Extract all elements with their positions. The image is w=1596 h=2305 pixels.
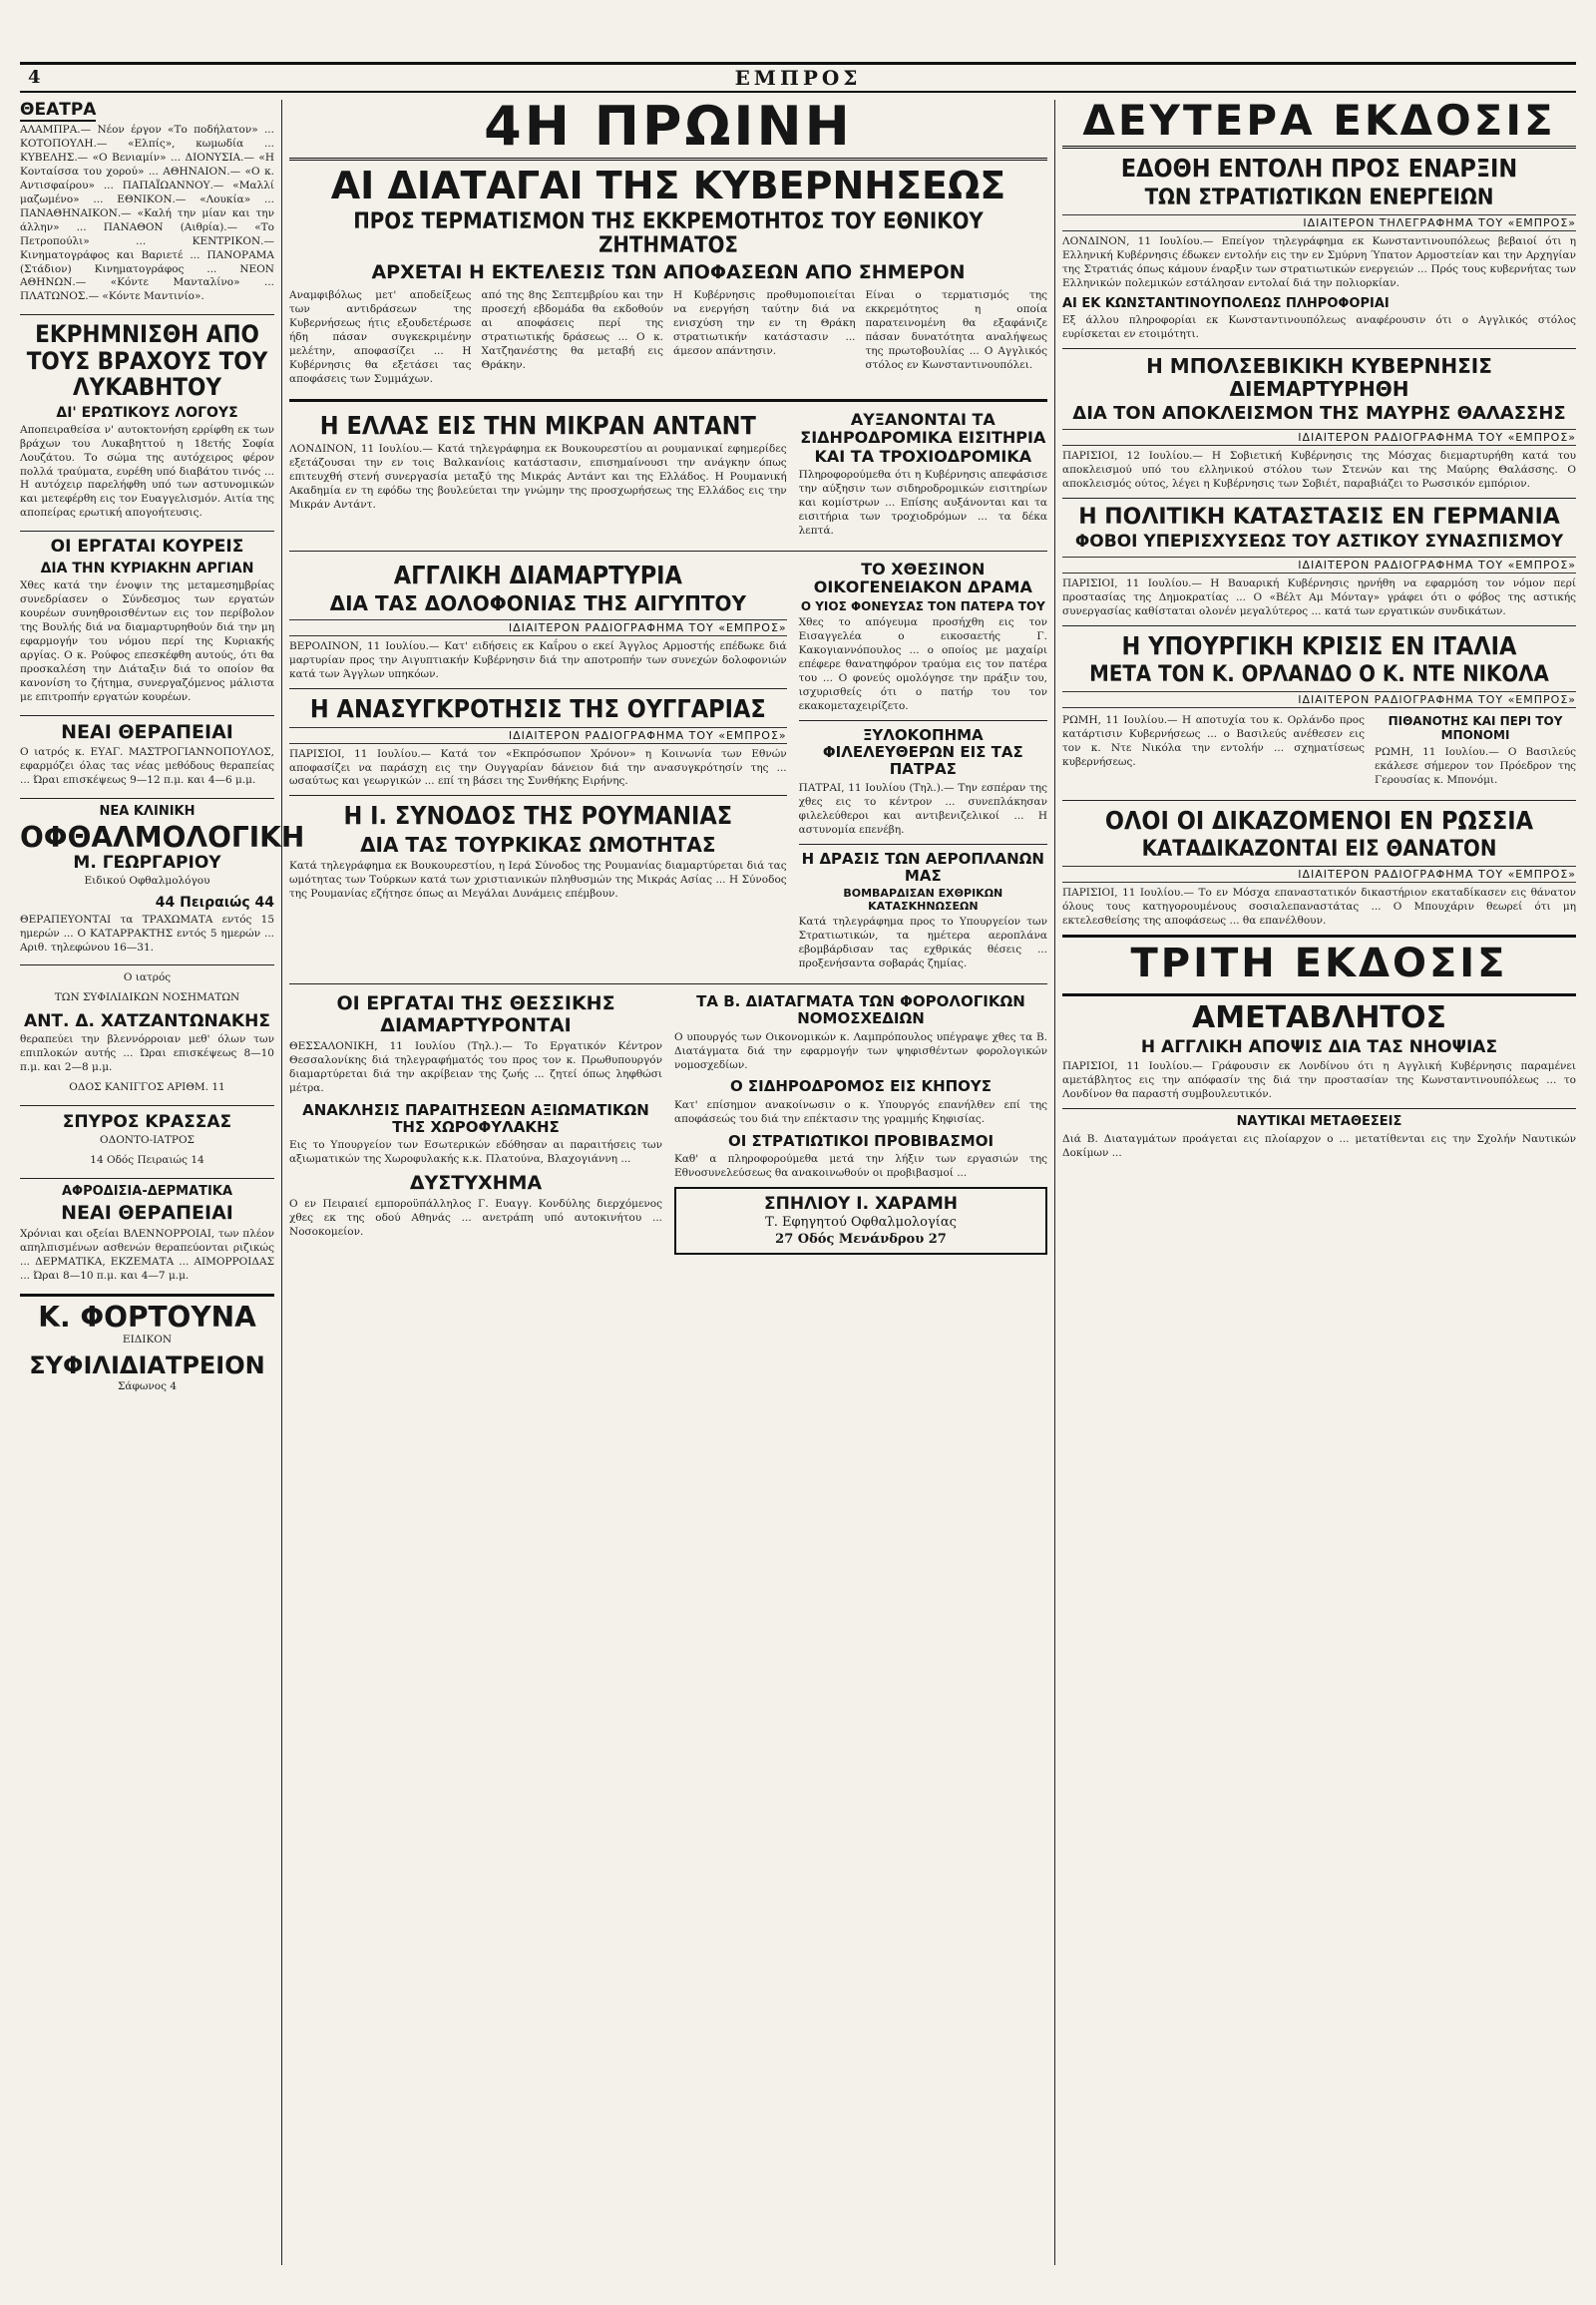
ad-body: Ο ιατρός κ. ΕΥΑΓ. ΜΑΣΤΡΟΓΙΑΝΝΟΠΟΥΛΟΣ, εφαρμόζει όλας τας νέας μεθόδους θεραπείας ... Ώραι επισκέψεως 9—12 π.μ. και 4—6 μ.μ. (20, 746, 274, 787)
divider (20, 715, 274, 716)
article-body: ΠΑΡΙΣΙΟΙ, 11 Ιουλίου.— Η Βαυαρική Κυβέρνησις ηρνήθη να εφαρμόση τον νόμον περί προστασίας της Δημοκρατίας ... Ο «Βέλτ Αμ Μόνταγ» γράφει ότι ο φόβος της αστικής συνεργασίας καθίσταται ολονέν μεγαλύτερος ... κατά των εργατικών συνδικάτων. (1062, 576, 1576, 617)
ad-role: Ειδικού Οφθαλμολόγου (84, 874, 210, 887)
article-title: Η ΥΠΟΥΡΓΙΚΗ ΚΡΙΣΙΣ ΕΝ ΙΤΑΛΙΑ (1121, 630, 1517, 660)
column-rule (1054, 100, 1055, 2265)
fortouna-ad (20, 1300, 274, 1394)
article-title: ΑΙ ΕΚ ΚΩΝΣΤΑΝΤΙΝΟΥΠΟΛΕΩΣ ΠΛΗΡΟΦΟΡΙΑΙ (1062, 295, 1390, 311)
ad-label: Ο ιατρός (123, 971, 172, 984)
article-subtitle: ΔΙΑ ΤΑΣ ΔΟΛΟΦΟΝΙΑΣ ΤΗΣ ΑΙΓΥΠΤΟΥ (329, 591, 747, 616)
article-title: ΑΓΓΛΙΚΗ ΔΙΑΜΑΡΤΥΡΙΑ (393, 560, 682, 589)
ad-label: ΝΕΑ ΚΛΙΝΙΚΗ (99, 804, 196, 820)
article-byline: ΙΔΙΑΙΤΕΡΟΝ ΡΑΔΙΟΓΡΑΦΗΜΑ ΤΟΥ «ΕΜΠΡΟΣ» (1062, 429, 1576, 446)
clinic-ad (20, 804, 305, 955)
article-title: Η ΑΝΑΣΥΓΚΡΟΤΗΣΙΣ ΤΗΣ ΟΥΓΓΑΡΙΑΣ (309, 694, 766, 724)
divider (799, 844, 1047, 845)
venereal-ad (20, 1185, 274, 1284)
article-title: ΟΛΟΙ ΟΙ ΔΙΚΑΖΟΜΕΝΟΙ ΕΝ ΡΩΣΣΙΑ (1104, 805, 1534, 835)
lead-deck: ΑΡΧΕΤΑΙ Η ΕΚΤΕΛΕΣΙΣ ΤΩΝ ΑΠΟΦΑΣΕΩΝ ΑΠΟ ΣΗΜΕΡΟΝ (371, 261, 966, 284)
column-rule (281, 100, 282, 2265)
divider (1062, 993, 1576, 996)
ad-specialty: ΤΩΝ ΣΥΦΙΛΙΔΙΚΩΝ ΝΟΣΗΜΑΤΩΝ (54, 991, 240, 1004)
lead-article (289, 287, 1047, 393)
article-body: Καθ' α πληροφορούμεθα μετά την λήξιν των εργασιών της Εθνοσυνελεύσεως θα ανακοινωθούν οι προβιβασμοί ... (674, 1152, 1047, 1179)
article-body: Κατά τηλεγράφημα εκ Βουκουρεστίου, η Ιερά Σύνοδος της Ρουμανίας διαμαρτύρεται διά τας ωμότητας των Τούρκων κατά των χριστιανικών πληθυσμών της Μικράς Ασίας ... Η Σύνοδος της Ρουμανίας εζήτησε όπως αι Μεγάλαι Δυνάμεις επέμβουν. (289, 859, 787, 900)
italy-layout (1062, 712, 1576, 793)
divider (1062, 498, 1576, 499)
article-byline: ΙΔΙΑΙΤΕΡΟΝ ΡΑΔΙΟΓΡΑΦΗΜΑ ΤΟΥ «ΕΜΠΡΟΣ» (289, 727, 787, 744)
lead-body-2: από της 8ης Σεπτεμβρίου και την προσεχή εβδομάδα θα εκδοθούν αι αποφάσεις περί της στρατιωτικής δράσεως ... Ο κ. Χατζηανέστης θα μεταβή εις Θράκην. (481, 289, 663, 371)
article-body: ΛΟΝΔΙΝΟΝ, 11 Ιουλίου.— Κατά τηλεγράφημα εκ Βουκουρεστίου αι ρουμανικαί εφημερίδες εξετάζουσαι την εν τοις Βαλκανίοις κατάστασιν, επισημαίνουσι την ανάγκην όπως επιτευχθή στενή συνεργασία μεταξύ της Μικράς Αντάντ και της Ελλάδος. Η Ρουμανική Ακαδημία εν τη εφόδω της βουλεύεται την γνώμην της προσχωρήσεως της Ελλάδος εις την Μικράν Αντάντ. (289, 443, 787, 512)
article-byline: ΙΔΙΑΙΤΕΡΟΝ ΤΗΛΕΓΡΑΦΗΜΑ ΤΟΥ «ΕΜΠΡΟΣ» (1062, 214, 1576, 231)
article-subtitle: ΒΟΜΒΑΡΔΙΣΑΝ ΕΧΘΡΙΚΩΝ ΚΑΤΑΣΚΗΝΩΣΕΩΝ (843, 887, 1003, 913)
article-body: ΒΕΡΟΛΙΝΟΝ, 11 Ιουλίου.— Κατ' ειδήσεις εκ Καΐρου ο εκεί Άγγλος Αρμοστής επέδωκε διά μαρτυρίαν προς την Αιγυπτιακήν Κυβέρνησιν διά την αποτροπήν των συνεχών δολοφονιών κατά των Άγγλων υπηκόων. (289, 640, 787, 681)
article-title: ΟΙ ΕΡΓΑΤΑΙ ΚΟΥΡΕΙΣ (50, 537, 244, 558)
article-title: ΔΥΣΤΥΧΗΜΑ (409, 1172, 543, 1195)
article-title: ΑΥΞΑΝΟΝΤΑΙ ΤΑ ΣΙΔΗΡΟΔΡΟΜΙΚΑ ΕΙΣΙΤΗΡΙΑ ΚΑΙ ΤΑ ΤΡΟΧΙΟΔΡΟΜΙΚΑ (800, 409, 1046, 466)
article-subtitle: ΚΑΤΑΔΙΚΑΖΟΝΤΑΙ ΕΙΣ ΘΑΝΑΤΟΝ (1141, 837, 1497, 863)
ad-doctor: Κ. ΦΟΡΤΟΥΝΑ (38, 1300, 256, 1334)
article-body: ΡΩΜΗ, 11 Ιουλίου.— Ο Βασιλεύς εκάλεσε σήμερον τον Πρόεδρον της Γερουσίας κ. Μπονόμι. (1375, 745, 1576, 786)
edition-title: 4Η ΠΡΩΙΝΗ (289, 100, 1047, 161)
article-subtitle: ΦΟΒΟΙ ΥΠΕΡΙΣΧΥΣΕΩΣ ΤΟΥ ΑΣΤΙΚΟΥ ΣΥΝΑΣΠΙΣΜΟΥ (1074, 532, 1564, 553)
divider (1062, 348, 1576, 349)
tax-article (674, 990, 1047, 1255)
masthead (20, 62, 1576, 93)
article-title: ΑΜΕΤΑΒΛΗΤΟΣ (1192, 1000, 1446, 1036)
divider (20, 1178, 274, 1179)
article-body: ΠΑΡΙΣΙΟΙ, 12 Ιουλίου.— Η Σοβιετική Κυβέρνησις της Μόσχας διεμαρτυρήθη κατά του αποκλεισμού υπό του ελληνικού στόλου των Στενών και της Μαύρης Θαλάσσης. Ο αποκλεισμός ούτος, λέγει η Κυβέρνησις των Σοβιέτ, παραβιάζει το Ρωσσικόν εμπόριον. (1062, 450, 1576, 490)
article-title: Η ΜΠΟΛΣΕΒΙΚΙΚΗ ΚΥΒΕΡΝΗΣΙΣ ΔΙΕΜΑΡΤΥΡΗΘΗ (1146, 354, 1492, 402)
article-subtitle: ΔΙΑ ΤΟΝ ΑΠΟΚΛΕΙΣΜΟΝ ΤΗΣ ΜΑΥΡΗΣ ΘΑΛΑΣΣΗΣ (1072, 403, 1566, 425)
article-title: Ο ΣΙΔΗΡΟΔΡΟΜΟΣ ΕΙΣ ΚΗΠΟΥΣ (729, 1077, 993, 1096)
article-title: Η Ι. ΣΥΝΟΔΟΣ ΤΗΣ ΡΟΥΜΑΝΙΑΣ (343, 801, 733, 831)
theatre-listings: ΑΛΑΜΠΡΑ.— Νέον έργον «Το ποδήλατον» ... ΚΟΤΟΠΟΥΛΗ.— «Ελπίς», κωμωδία ... ΚΥΒΕΛΗΣ.— «Ο Βενιαμίν» ... ΔΙΟΝΥΣΙΑ.— «Η Κονταίσσα του χορού» ... ΑΘΗΝΑΙΟΝ.— «Ο κ. Αντισφαίρου» ... ΠΑΠΑΪΩΑΝΝΟΥ.— «Μαλλί μαζωμένο» ... ΕΘΝΙΚΟΝ.— «Λουκία» ... ΠΑΝΑΘΗΝΑΙΚΟΝ.— «Καλή την μίαν και την άλλην» ... ΠΑΝΑΘΟΝ (Αιθρία).— «Το Πετροπούλι» ... ΚΕΝΤΡΙΚΟΝ.— Κινηματογράφος και Βαριετέ ... ΠΑΝΟΡΑΜΑ (Στάδιον) Κινηματογράφος ... ΝΕΟΝ ΑΘΗΝΩΝ.— «Κόντε Μανταλίνο» ... ΠΛΑΤΩΝΟΣ.— «Κόντε Μαντινίο». (20, 124, 274, 303)
column-right (1062, 96, 1576, 2265)
divider (20, 964, 274, 965)
doctor-ad (20, 971, 274, 1095)
ad-title: ΟΦΘΑΛΜΟΛΟΓΙΚΗ (20, 821, 305, 855)
article-body: Διά Β. Διαταγμάτων προάγεται εις πλοίαρχον ο ... μετατίθενται εις την Σχολήν Ναυτικών Δοκίμων ... (1062, 1133, 1576, 1160)
ad-role: ΟΔΟΝΤΟ-ΙΑΤΡΟΣ (100, 1134, 195, 1147)
ad-title: ΣΥΦΙΛΙΔΙΑΤΡΕΙΟΝ (29, 1351, 265, 1380)
article-byline: ΙΔΙΑΙΤΕΡΟΝ ΡΑΔΙΟΓΡΑΦΗΜΑ ΤΟΥ «ΕΜΠΡΟΣ» (1062, 691, 1576, 708)
ad-role: Τ. Εφηγητού Οφθαλμολογίας (765, 1214, 957, 1230)
article-body: ΠΑΤΡΑΙ, 11 Ιουλίου (Τηλ.).— Την εσπέραν της χθες εις το κέντρον ... συνεπλάκησαν φιλελεύθεροι και αντιβενιζελικοί ... Η αστυνομία επενέβη. (798, 781, 1047, 836)
divider (289, 983, 1047, 984)
lead-body-4: Είναι ο τερματισμός της εκκρεμότητος η οποία παρατεινομένη θα εξαφάνιζε πάσαν δυνατότητα αναλήψεως της πρωτοβουλίας ... Ο Αγγλικός στόλος εν Κωνσταντινουπόλει. (865, 289, 1047, 371)
ad-address: ΟΔΟΣ ΚΑΝΙΓΓΟΣ ΑΡΙΘΜ. 11 (69, 1081, 225, 1094)
article-body: ΠΑΡΙΣΙΟΙ, 11 Ιουλίου.— Γράφουσιν εκ Λονδίνου ότι η Αγγλική Κυβέρνησις παραμένει αμετάβλητος εις την απόφασίν της διά την προστασίαν της Κωνσταντινουπόλεως ... το Λονδίνον θα παραστή συμβουλευτικόν. (1062, 1060, 1576, 1101)
workers2-article (289, 990, 662, 1255)
article-title: ΞΥΛΟΚΟΠΗΜΑ ΦΙΛΕΛΕΥΘΕΡΩΝ ΕΙΣ ΤΑΣ ΠΑΤΡΑΣ (822, 725, 1023, 779)
article-title: Η ΔΡΑΣΙΣ ΤΩΝ ΑΕΡΟΠΛΑΝΩΝ ΜΑΣ (801, 849, 1044, 885)
divider (289, 688, 787, 689)
divider (289, 551, 1047, 552)
article-byline: ΙΔΙΑΙΤΕΡΟΝ ΡΑΔΙΟΓΡΑΦΗΜΑ ΤΟΥ «ΕΜΠΡΟΣ» (289, 619, 787, 636)
article-body: Χθες το απόγευμα προσήχθη εις τον Εισαγγελέα ο εικοσαετής Γ. Κακογιαννόπουλος ... ο οποίος με μαχαίρι επέφερε θανατηφόρον τραύμα εις τον πατέρα του ... Ο φονεύς ομολόγησε την πράξιν του, ισχυρισθείς ότι ο πατήρ του τον εκακομεταχειρίζετο. (798, 616, 1047, 713)
article-body: ΛΟΝΔΙΝΟΝ, 11 Ιουλίου.— Επείγον τηλεγράφημα εκ Κωνσταντινουπόλεως βεβαιοί ότι η Ελληνική Κυβέρνησις έδωκεν εντολήν εις την εν Σμύρνη Ύπατον Αρμοστείαν και την Αρχηγίαν της Στρατιάς όπως κάμουν έναρξιν των στρατιωτικών ενεργειών ... Πρός τους κυβερνήτας των Ελληνικών πολεμικών εστάλησαν εντολαί διά την πολιορκίαν. (1062, 234, 1576, 289)
divider (1062, 800, 1576, 801)
article-title: ΕΚΡΗΜΝΙΣΘΗ ΑΠΟ ΤΟΥΣ ΒΡΑΧΟΥΣ ΤΟΥ ΛΥΚΑΒΗΤΟΥ (26, 320, 268, 402)
ad-body: θεραπεύει την βλεννόρροιαν μεθ' όλων των επιπλοκών αυτής ... Ώραι επισκέψεως 8—10 π.μ. και 2—8 μ.μ. (20, 1033, 274, 1074)
newspaper-name: ΕΜΠΡΟΣ (734, 66, 862, 90)
article-body: Κατά τηλεγράφημα προς το Υπουργείον των Στρατιωτικών, τα ημέτερα αεροπλάνα εβομβάρδισαν τας εχθρικάς θέσεις ... προξενήσαντα σοβαράς ζημίας. (798, 916, 1047, 970)
ad-doctor: ΣΠΗΛΙΟΥ Ι. ΧΑΡΑΜΗ (764, 1193, 958, 1214)
ad-body: Χρόνιαι και οξείαι ΒΛΕΝΝΟΡΡΟΙΑΙ, των πλέον απηλπισμένων ασθενών θεραπεύονται ριζικώς ... ΔΕΡΜΑΤΙΚΑ, ΕΚΖΕΜΑΤΑ ... ΑΙΜΟΡΡΟΙΔΑΣ ... Ώραι 8—10 π.μ. και 4—7 μ.μ. (20, 1227, 274, 1282)
article-subtitle: Ο ΥΙΟΣ ΦΟΝΕΥΣΑΣ ΤΟΝ ΠΑΤΕΡΑ ΤΟΥ (800, 598, 1045, 613)
divider (20, 798, 274, 799)
article-byline: ΙΔΙΑΙΤΕΡΟΝ ΡΑΔΙΟΓΡΑΦΗΜΑ ΤΟΥ «ΕΜΠΡΟΣ» (1062, 557, 1576, 574)
divider (20, 1294, 274, 1297)
ad-address: 14 Οδός Πειραιώς 14 (90, 1154, 204, 1167)
egypt-article (289, 558, 787, 977)
article-title: Η ΕΛΛΑΣ ΕΙΣ ΤΗΝ ΜΙΚΡΑΝ ΑΝΤΑΝΤ (319, 410, 756, 440)
ad-address: 27 Οδός Μενάνδρου 27 (775, 1231, 947, 1247)
dentist-ad (20, 1112, 274, 1168)
greece-article (289, 408, 787, 545)
edition-title: ΤΡΙΤΗ ΕΚΔΟΣΙΣ (1130, 941, 1508, 987)
article-body: Πληροφορούμεθα ότι η Κυβέρνησις απεφάσισε την αύξησιν των σιδηροδρομικών εισιτηρίων και κομίστρων ... Επίσης αυξάνονται και τα εισιτήρια των τροχιοδρόμων ... τα δέκα λεπτά. (798, 468, 1047, 537)
article-title: ΠΙΘΑΝΟΤΗΣ ΚΑΙ ΠΕΡΙ ΤΟΥ ΜΠΟΝΟΜΙ (1388, 714, 1563, 743)
divider (20, 531, 274, 532)
row-workers-tax (289, 990, 1047, 1255)
article-body: ΠΑΡΙΣΙΟΙ, 11 Ιουλίου.— Το εν Μόσχα επαναστατικόν δικαστήριον εκαταδίκασεν εις θάνατον όλους τους κατηγορουμένους σοσιαλεπαναστάτας ... Ο Μπουχάριν θεωρεί ότι μη εκτελεσθείσης της αποφάσεως ... θα επανέλθουν. (1062, 887, 1576, 928)
rail-article (799, 408, 1047, 545)
article-title: ΤΑ Β. ΔΙΑΤΑΓΜΑΤΑ ΤΩΝ ΦΟΡΟΛΟΓΙΚΩΝ ΝΟΜΟΣΧΕΔΙΩΝ (696, 992, 1025, 1028)
page-number: 4 (28, 67, 41, 88)
article-body: Εξ άλλου πληροφορίαι εκ Κωνσταντινουπόλεως αναφέρουσιν ότι ο Αγγλικός στόλος ευρίσκεται εν ετοιμότητι. (1062, 314, 1576, 341)
article-subtitle: ΔΙΑ ΤΑΣ ΤΟΥΡΚΙΚΑΣ ΩΜΟΤΗΤΑΣ (360, 832, 716, 857)
ad-body: ΘΕΡΑΠΕΥΟΝΤΑΙ τα ΤΡΑΧΩΜΑΤΑ εντός 15 ημερών ... Ο ΚΑΤΑΡΡΑΚΤΗΣ εντός 5 ημερών ... Αριθ. τηλεφώνου 16—31. (20, 913, 274, 954)
ad-address: Σάφωνος 4 (117, 1380, 178, 1393)
divider (1062, 625, 1576, 626)
newspaper-page (20, 20, 1576, 2265)
ad-title: ΝΕΑΙ ΘΕΡΑΠΕΙΑΙ (61, 720, 233, 743)
divider (1062, 1108, 1576, 1109)
column-left (20, 100, 305, 2265)
lead-title: ΑΙ ΔΙΑΤΑΓΑΙ ΤΗΣ ΚΥΒΕΡΝΗΣΕΩΣ (330, 164, 1006, 207)
article-body: Ο εν Πειραιεί εμποροϋπάλληλος Γ. Ευαγγ. Κονδύλης διερχόμενος χθες εκ της οδού Αθηνάς ... ανετράπη υπό αυτοκινήτου ... Νοσοκομείον. (289, 1197, 662, 1238)
drama-article (799, 558, 1047, 977)
lead-body-3: Η Κυβέρνησις προθυμοποιείται να ενεργήση ταύτην διά να ενισχύση την εν τη Θράκη στρατιωτικήν κατάστασιν ... άμεσον απάντησιν. (673, 289, 856, 357)
divider (20, 1105, 274, 1106)
lead-body-1: Αναμφιβόλως μετ' αποδείξεως των αντιδράσεων της Κυβερνήσεως ήτις εξουδετέρωσε ήδη πάσαν συγκεκριμένην μελέτην, αποφασίζει ... Η Κυβέρνησις θα εξετάσει τας αποφάσεις των Συμμάχων. (289, 289, 472, 385)
article-subtitle: ΔΙ' ΕΡΩΤΙΚΟΥΣ ΛΟΓΟΥΣ (56, 404, 238, 421)
lead-subtitle: ΠΡΟΣ ΤΕΡΜΑΤΙΣΜΟΝ ΤΗΣ ΕΚΚΡΕΜΟΤΗΤΟΣ ΤΟΥ ΕΘΝΙΚΟΥ ΖΗΤΗΜΑΤΟΣ (353, 208, 984, 259)
article-body: Εις το Υπουργείον των Εσωτερικών εδόθησαν αι παραιτήσεις των αξιωματικών της Χωροφυλακής κ.κ. Πλατούνα, Βλαχογιάννη ... (289, 1139, 662, 1166)
therapy-ad (20, 722, 274, 789)
divider (289, 399, 1047, 402)
row-egypt-drama (289, 558, 1047, 977)
divider (289, 795, 787, 796)
article-body: Ο υπουργός των Οικονομικών κ. Λαμπρόπουλος υπέγραψε χθες τα Β. Διατάγματα διά την εφαρμογήν των ψηφισθέντων φορολογικών νομοσχεδίων. (674, 1030, 1047, 1071)
column-center (289, 95, 1047, 2265)
article-title: ΕΔΟΘΗ ΕΝΤΟΛΗ ΠΡΟΣ ΕΝΑΡΞΙΝ (1120, 154, 1518, 183)
edition-title: ΔΕΥΤΕΡΑ ΕΚΔΟΣΙΣ (1062, 100, 1576, 149)
article-title: ΟΙ ΕΡΓΑΤΑΙ ΤΗΣ ΘΕΣΣΙΚΗΣ ΔΙΑΜΑΡΤΥΡΟΝΤΑΙ (336, 992, 615, 1036)
divider (1062, 935, 1576, 938)
article-body: Χθες κατά την ένοψιν της μεταμεσημβρίας συνεδρίασεν ο Σύνδεσμος των εργατών κουρέων συνηθροισθέντων εις τον περίβολον της Βουλής διά να διαμαρτυρηθούν διά την μη εφαρμογήν του νόμου περί της Κυριακής αργίας. Ο κ. Ρούφος επεσκέφθη αυτούς, ότι θα προσκαλέση την Διάταξιν διά το οποίον θα κανονίση το ζήτημα, συνεργαζόμενος μάλιστα με επιτροπήν εργατών κουρέων. (20, 578, 274, 703)
ad-address: 44 Πειραιώς 44 (155, 894, 274, 911)
article-title: ΑΝΑΚΛΗΣΙΣ ΠΑΡΑΙΤΗΣΕΩΝ ΑΞΙΩΜΑΤΙΚΩΝ ΤΗΣ ΧΩΡΟΦΥΛΑΚΗΣ (302, 1100, 649, 1136)
ad-doctor: ΑΝΤ. Δ. ΧΑΤΖΑΝΤΩΝΑΚΗΣ (24, 1011, 270, 1032)
divider (799, 720, 1047, 721)
article-subtitle: Η ΑΓΓΛΙΚΗ ΑΠΟΨΙΣ ΔΙΑ ΤΑΣ ΝΗΟΨΙΑΣ (1140, 1036, 1498, 1057)
article-body: ΡΩΜΗ, 11 Ιουλίου.— Η αποτυχία του κ. Ορλάνδο προς κατάρτισιν Κυβερνήσεως ... ο Βασιλεύς ανέθεσεν εις τον κ. Ντε Νικόλα την εντολήν ... σχηματίσεως κυβερνήσεως. (1062, 714, 1365, 769)
ad-title: ΝΕΑΙ ΘΕΡΑΠΕΙΑΙ (61, 1202, 233, 1225)
article-title: ΤΟ ΧΘΕΣΙΝΟΝ ΟΙΚΟΓΕΝΕΙΑΚΟΝ ΔΡΑΜΑ (813, 559, 1032, 597)
specialist-ad (674, 1187, 1047, 1255)
article-body: ΘΕΣΣΑΛΟΝΙΚΗ, 11 Ιουλίου (Τηλ.).— Το Εργατικόν Κέντρον Θεσσαλονίκης διά τηλεγραφήματός του προς τον κ. Πρωθυπουργόν διαμαρτύρεται διά την ακρίβειαν της ζωής ... ζητεί όπως ληφθώσι μέτρα. (289, 1039, 662, 1094)
article-subtitle: ΔΙΑ ΤΗΝ ΚΥΡΙΑΚΗΝ ΑΡΓΙΑΝ (40, 560, 254, 576)
ad-label: ΕΙΔΙΚΟΝ (122, 1334, 173, 1346)
article-subtitle: ΜΕΤΑ ΤΟΝ Κ. ΟΡΛΑΝΔΟ Ο Κ. ΝΤΕ ΝΙΚΟΛΑ (1089, 662, 1549, 688)
article-title: Η ΠΟΛΙΤΙΚΗ ΚΑΤΑΣΤΑΣΙΣ ΕΝ ΓΕΡΜΑΝΙΑ (1078, 504, 1560, 530)
ad-doctor: Μ. ΓΕΩΡΓΑΡΙΟΥ (73, 852, 221, 873)
lycabettus-article (20, 321, 274, 521)
article-title: ΟΙ ΣΤΡΑΤΙΩΤΙΚΟΙ ΠΡΟΒΙΒΑΣΜΟΙ (727, 1131, 995, 1150)
article-subtitle: ΤΩΝ ΣΤΡΑΤΙΩΤΙΚΩΝ ΕΝΕΡΓΕΙΩΝ (1144, 185, 1494, 210)
divider (20, 314, 274, 315)
article-title: ΝΑΥΤΙΚΑΙ ΜΕΤΑΘΕΣΕΙΣ (1236, 1114, 1402, 1130)
article-body: ΠΑΡΙΣΙΟΙ, 11 Ιουλίου.— Κατά τον «Εκπρόσωπον Χρόνον» η Κοινωνία των Εθνών αποφασίζει να παράσχη εις την Ουγγαρίαν δάνειον διά την ανασυγκρότησίν της ... ωσαύτως και γεωργικών ... επί τη βάσει της Συνθήκης Ειρήνης. (289, 747, 787, 788)
article-body: Κατ' επίσημον ανακοίνωσιν ο κ. Υπουργός επανήλθεν επί της αποφάσεώς του διά την επέκτασιν της γραμμής Κηφισίας. (674, 1098, 1047, 1125)
ad-doctor: ΣΠΥΡΟΣ ΚΡΑΣΣΑΣ (62, 1112, 232, 1133)
ad-label: ΑΦΡΟΔΙΣΙΑ-ΔΕΡΜΑΤΙΚΑ (61, 1184, 233, 1200)
article-byline: ΙΔΙΑΙΤΕΡΟΝ ΡΑΔΙΟΓΡΑΦΗΜΑ ΤΟΥ «ΕΜΠΡΟΣ» (1062, 866, 1576, 883)
theatre-section (20, 100, 274, 304)
italy-sidebox (1375, 712, 1576, 793)
theatre-heading: ΘΕΑΤΡΑ (20, 100, 97, 120)
row-greece-rail (289, 408, 1047, 545)
barbers-article (20, 538, 274, 704)
article-body: Αποπειραθείσα ν' αυτοκτονήση ερρίφθη εκ των βράχων του Λυκαβηττού η 18ετής Σοφία Λουζάτου. Το σώμα της αυτόχειρος φέρον πολλά τραύματα, ευρέθη υπό διαβάτου τινός ... Η αυτόχειρ παρελήφθη υπό των αστυνομικών και μετεφέρθη εις τον Ευαγγελισμόν. Αιτία της αποπείρας ερωτική απογοήτευσις. (20, 423, 274, 520)
